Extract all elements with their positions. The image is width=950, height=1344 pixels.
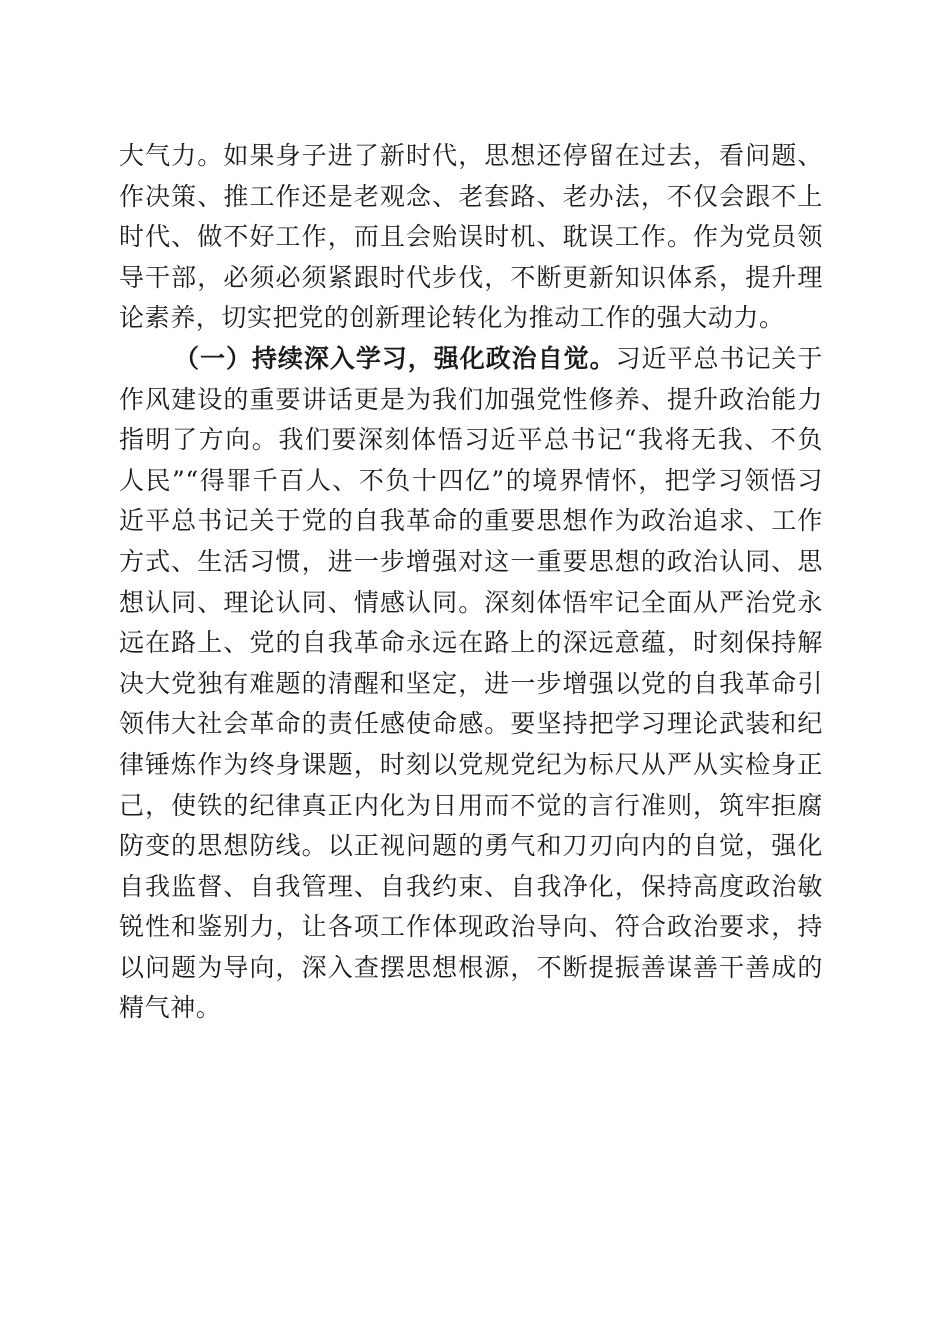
section-heading: （一）持续深入学习，强化政治自觉。 bbox=[174, 343, 616, 373]
paragraph-text: 大气力。如果身子进了新时代，思想还停留在过去，看问题、作决策、推工作还是老观念、老套路、老办法，不仅会跟不上时代、做不好工作，而且会贻误时机、耽误工作。作为党员领导干部，必须必须紧跟时代步伐，不断更新知识体系，提升理论素养，切实把党的创新理论转化为推动工作的强大动力。 bbox=[119, 141, 823, 333]
paragraph-continuation bbox=[119, 136, 823, 339]
paragraph-section-one bbox=[119, 339, 823, 1029]
document-body bbox=[119, 136, 823, 1029]
paragraph-text: 习近平总书记关于作风建设的重要讲话更是为我们加强党性修养、提升政治能力指明了方向。我们要深刻体悟习近平总书记“我将无我、不负人民”“得罪千百人、不负十四亿”的境界情怀，把学习领悟习近平总书记关于党的自我革命的重要思想作为政治追求、工作方式、生活习惯，进一步增强对这一重要思想的政治认同、思想认同、理论认同、情感认同。深刻体悟牢记全面从严治党永远在路上、党的自我革命永远在路上的深远意蕴，时刻保持解决大党独有难题的清醒和坚定，进一步增强以党的自我革命引领伟大社会革命的责任感使命感。要坚持把学习理论武装和纪律锤炼作为终身课题，时刻以党规党纪为标尺从严从实检身正己，使铁的纪律真正内化为日用而不觉的言行准则，筑牢拒腐防变的思想防线。以正视问题的勇气和刀刃向内的自觉，强化自我监督、自我管理、自我约束、自我净化，保持高度政治敏锐性和鉴别力，让各项工作体现政治导向、符合政治要求，持以问题为导向，深入查摆思想根源，不断提振善谋善干善成的精气神。 bbox=[119, 343, 823, 1023]
